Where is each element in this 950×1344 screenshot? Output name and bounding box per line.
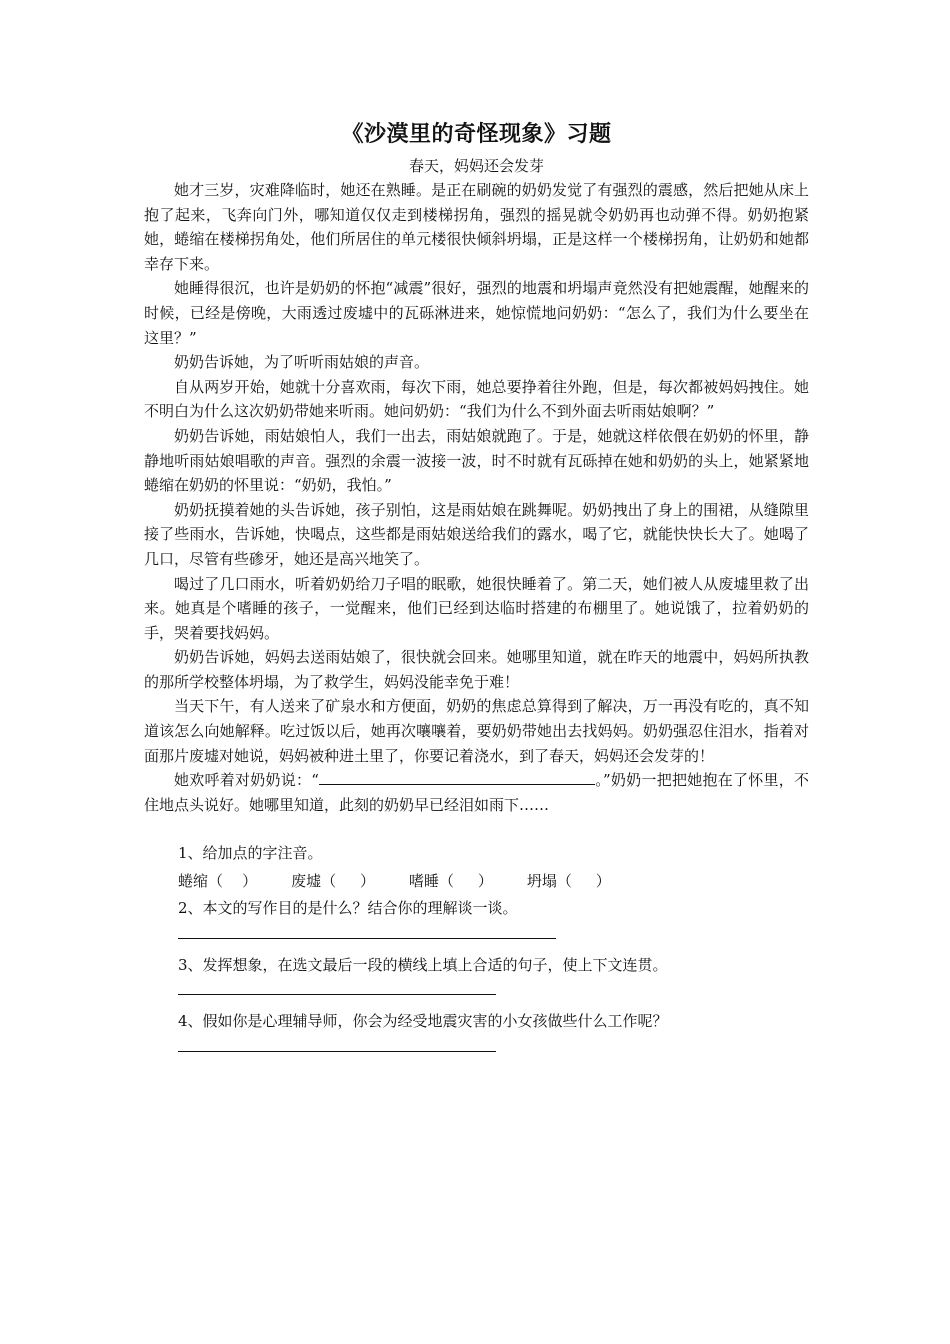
story-paragraph: 奶奶告诉她，为了听听雨姑娘的声音。 <box>174 353 430 372</box>
answer-line-2[interactable] <box>178 937 556 939</box>
story-paragraph: 奶奶告诉她，妈妈去送雨姑娘了，很快就会回来。她哪里知道，就在昨天的地震中，妈妈所执教的那所学校整体坍塌，为了救学生，妈妈没能幸免于难！ <box>144 648 809 691</box>
question-3: 3、发挥想象，在选文最后一段的横线上填上合适的句子，使上下文连贯。 <box>178 955 668 974</box>
paren-close: ） <box>360 872 376 891</box>
pinyin-item <box>178 866 257 896</box>
story-paragraph: 自从两岁开始，她就十分喜欢雨，每次下雨，她总要挣着往外跑，但是，每次都被妈妈拽住。她不明白为什么这次奶奶带她来听雨。她问奶奶：“我们为什么不到外面去听雨姑娘啊？” <box>144 377 809 421</box>
pinyin-answer-blank[interactable] <box>572 866 596 896</box>
story-paragraph: 当天下午，有人送来了矿泉水和方便面，奶奶的焦虑总算得到了解决，万一再没有吃的，真不知道该怎么向她解释。吃过饭以后，她再次嚷嚷着，要奶奶带她出去找妈妈。奶奶强忍住泪水，指着对面那片废墟对她说，妈妈被种进土里了，你要记着浇水，到了春天，妈妈还会发芽的！ <box>144 697 809 765</box>
story-last-paragraph <box>144 768 809 817</box>
paren-open: （ <box>556 872 572 891</box>
pinyin-word: 废墟 <box>291 872 322 891</box>
pinyin-answer-blank[interactable] <box>454 866 478 896</box>
story-paragraph: 她睡得很沉，也许是奶奶的怀抱“减震”很好，强烈的地震和坍塌声竟然没有把她震醒，她醒来的时候，已经是傍晚，大雨透过废墟中的瓦砾淋进来，她惊慌地问奶奶：“怎么了，我们为什么要坐在这里？” <box>144 279 809 347</box>
document-title: 《沙漠里的奇怪现象》习题 <box>341 122 612 147</box>
pinyin-answer-blank[interactable] <box>336 866 360 896</box>
pinyin-item <box>409 866 493 896</box>
pinyin-word: 蜷缩 <box>178 872 209 891</box>
pinyin-item <box>527 866 611 896</box>
story-paragraph: 奶奶抚摸着她的头告诉她，孩子别怕，这是雨姑娘在跳舞呢。奶奶拽出了身上的围裙，从缝隙里接了些雨水，告诉她，快喝点，这些都是雨姑娘送给我们的露水，喝了它，就能快快长大了。她喝了几口，尽管有些碜牙，她还是高兴地笑了。 <box>144 500 809 568</box>
last-paragraph-before: 她欢呼着对奶奶说：“ <box>174 771 319 790</box>
question-1: 1、给加点的字注音。 <box>178 844 323 863</box>
story-paragraph: 喝过了几口雨水，听着奶奶给刀子唱的眠歌，她很快睡着了。第二天，她们被人从废墟里救了出来。她真是个嗜睡的孩子，一觉醒来，他们已经到达临时搭建的布棚里了。她说饿了，拉着奶奶的手，哭着要找妈妈。 <box>144 574 809 642</box>
last-paragraph-after: 。”奶奶一把把她抱在了怀里，不住地点头说好。她哪里知道，此刻的奶奶早已经泪如雨下…… <box>144 771 810 814</box>
paren-open: （ <box>208 872 224 891</box>
questions-section <box>144 841 809 1051</box>
answer-line-4[interactable] <box>178 1050 496 1052</box>
pinyin-item <box>291 866 375 896</box>
paren-close: ） <box>595 872 611 891</box>
paren-close: ） <box>477 872 493 891</box>
story-paragraph: 她才三岁，灾难降临时，她还在熟睡。是正在刷碗的奶奶发觉了有强烈的震感，然后把她从床上抱了起来，飞奔向门外，哪知道仅仅走到楼梯拐角，强烈的摇晃就令奶奶再也动弹不得。奶奶抱紧她，蜷缩在楼梯拐角处，他们所居住的单元楼很快倾斜坍塌，正是这样一个楼梯拐角，让奶奶和她都幸存下来。 <box>144 181 809 273</box>
paren-open: （ <box>439 872 455 891</box>
pinyin-word: 坍塌 <box>526 872 557 891</box>
answer-line-3[interactable] <box>178 993 496 995</box>
story-subtitle: 春天，妈妈还会发芽 <box>408 157 544 175</box>
story-paragraph: 奶奶告诉她，雨姑娘怕人，我们一出去，雨姑娘就跑了。于是，她就这样依偎在奶奶的怀里，静静地听雨姑娘唱歌的声音。强烈的余震一波接一波，时不时就有瓦砾掉在她和奶奶的头上，她紧紧地蜷缩在奶奶的怀里说：“奶奶，我怕。” <box>144 426 809 495</box>
pinyin-row <box>178 866 809 896</box>
paren-close: ） <box>242 872 258 891</box>
question-4: 4、假如你是心理辅导师，你会为经受地震灾害的小女孩做些什么工作呢？ <box>178 1012 668 1031</box>
pinyin-word: 嗜睡 <box>409 872 440 891</box>
fill-in-blank[interactable] <box>319 770 595 785</box>
document-page <box>144 118 809 1066</box>
pinyin-answer-blank[interactable] <box>223 866 242 896</box>
paren-open: （ <box>321 872 337 891</box>
question-2: 2、本文的写作目的是什么？结合你的理解谈一谈。 <box>178 899 518 918</box>
